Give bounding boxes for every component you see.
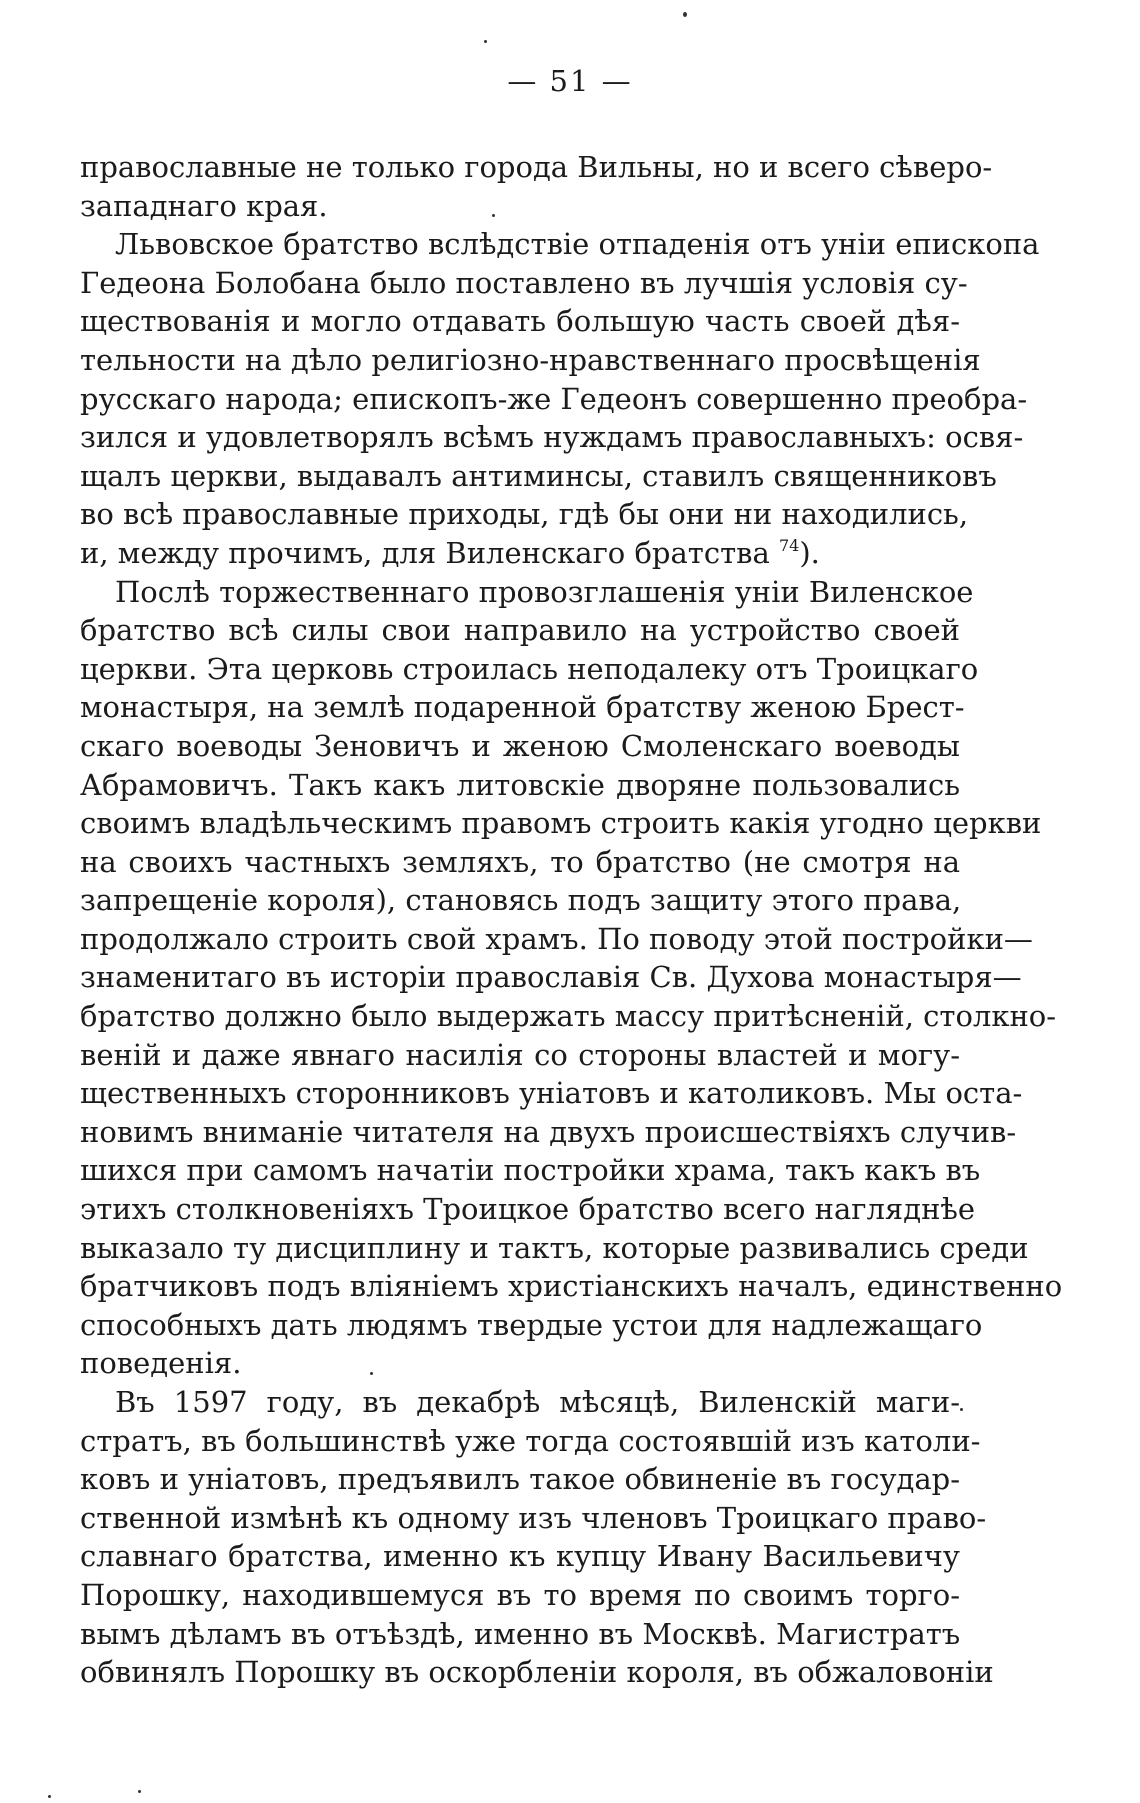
text-line	[80, 881, 960, 920]
text-line	[80, 1074, 1023, 1113]
page-number: — 51 —	[507, 64, 633, 98]
scan-speck	[370, 1372, 373, 1375]
text-line	[80, 148, 993, 187]
text-line	[80, 804, 1042, 843]
text-line-content: выказало ту дисциплину и тактъ, которые развивались среди	[80, 1230, 1029, 1265]
text-line	[80, 611, 960, 650]
text-line-content: церкви. Эта церковь строилась неподалеку отъ Троицкаго	[80, 651, 979, 686]
text-line-content: русскаго народа; епископъ-же Гедеонъ совершенно преобра-	[80, 381, 1028, 416]
text-line	[80, 225, 1040, 264]
text-line-content: стратъ, въ большинствѣ уже тогда состоявшій изъ католи-	[80, 1423, 981, 1458]
text-line-content: своимъ владѣльческимъ правомъ строить какія угодно церкви	[80, 806, 1042, 841]
text-line	[80, 843, 960, 882]
text-line	[80, 1422, 981, 1461]
text-line-content: щалъ церкви, выдавалъ антиминсы, ставилъ священниковъ	[80, 458, 997, 493]
text-line-content: поведенія.	[80, 1346, 242, 1381]
scan-speck	[484, 40, 487, 43]
text-line	[80, 1344, 960, 1383]
text-line	[80, 302, 960, 341]
scan-speck	[960, 1408, 963, 1411]
text-line-content: тельности на дѣло религіозно-нравственнаго просвѣщенія	[80, 342, 981, 377]
text-line	[80, 1229, 1029, 1268]
text-line	[80, 650, 979, 689]
text-line-content: и, между прочимъ, для Виленскаго братства	[80, 535, 779, 570]
text-line	[80, 727, 960, 766]
text-line-content: способныхъ дать людямъ твердые устои для надлежащаго	[80, 1307, 983, 1342]
text-line-content: во всѣ православные приходы, гдѣ бы они ни находились,	[80, 497, 969, 532]
text-line-content: скаго воеводы Зеновичъ и женою Смоленскаго воеводы	[80, 728, 960, 763]
text-line-content: знаменитаго въ исторіи православія Св. Духова монастыря—	[80, 960, 1022, 995]
text-line	[80, 380, 1028, 419]
text-line	[80, 1383, 960, 1422]
text-line	[80, 1113, 1017, 1152]
text-line-content: веній и даже явнаго насилія со стороны властей и могу-	[80, 1037, 960, 1072]
text-line	[80, 573, 974, 612]
text-line	[80, 1615, 960, 1654]
text-line-content: этихъ столкновеніяхъ Троицкое братство всего нагляднѣе	[80, 1192, 976, 1227]
text-line	[80, 1499, 987, 1538]
text-line	[80, 997, 1057, 1036]
text-line	[80, 341, 981, 380]
text-line	[80, 688, 965, 727]
text-line-content: щественныхъ сторонниковъ уніатовъ и католиковъ. Мы оста-	[80, 1076, 1023, 1111]
text-line-content: Въ 1597 году, въ декабрѣ мѣсяцѣ, Виленскій маги-	[115, 1385, 960, 1419]
text-line-content: вымъ дѣламъ въ отъѣздѣ, именно въ Москвѣ. Магистратъ	[80, 1616, 961, 1651]
text-line-content: славнаго братства, именно къ купцу Ивану Васильевичу	[80, 1539, 960, 1574]
text-line	[80, 187, 960, 226]
scan-speck	[48, 1795, 51, 1798]
text-line-content: обвинялъ Порошку въ оскорбленіи короля, въ обжаловоніи	[80, 1655, 994, 1690]
text-line	[80, 1306, 983, 1345]
text-line-content: ковъ и уніатовъ, предъявилъ такое обвиненіе въ государ-	[80, 1462, 961, 1497]
text-line	[80, 920, 1033, 959]
text-line-content: на своихъ частныхъ земляхъ, то братство (не смотря на	[80, 844, 960, 879]
text-line-content: ственной измѣнѣ къ одному изъ членовъ Троицкаго право-	[80, 1500, 987, 1535]
text-line	[80, 1267, 1063, 1306]
text-line-content: Львовское братство вслѣдствіе отпаденія отъ уніи епископа	[115, 227, 1040, 262]
text-line-content: шихся при самомъ начатіи постройки храма, такъ какъ въ	[80, 1153, 981, 1188]
body-text	[80, 148, 1063, 1692]
text-line	[80, 1151, 981, 1190]
text-line	[80, 534, 960, 573]
text-line	[80, 495, 969, 534]
text-line-content: продолжало строить свой храмъ. По поводу этой постройки—	[80, 921, 1033, 956]
text-line	[80, 1653, 994, 1692]
text-line-content: братчиковъ подъ вліяніемъ христіанскихъ началъ, единственно	[80, 1269, 1063, 1304]
text-line	[80, 1460, 960, 1499]
text-line-content: зился и удовлетворялъ всѣмъ нуждамъ православныхъ: освя-	[80, 420, 1024, 455]
text-line-content: монастыря, на землѣ подаренной братству женою Брест-	[80, 690, 965, 725]
text-line	[80, 766, 960, 805]
text-line-content: православные не только города Вильны, но и всего сѣверо-	[80, 150, 993, 184]
footnote-marker: 74	[778, 535, 800, 555]
text-line-content: Порошку, находившемуся въ то время по своимъ торго-	[80, 1577, 960, 1612]
text-line	[80, 264, 968, 303]
text-line-content: новимъ вниманіе читателя на двухъ происшествіяхъ случив-	[80, 1114, 1017, 1149]
text-line-content: Гедеона Болобана было поставлено въ лучшія условія су-	[80, 265, 968, 300]
text-line	[80, 1537, 960, 1576]
text-line-content: братство всѣ силы свои направило на устройство своей	[80, 613, 960, 648]
text-line	[80, 1036, 960, 1075]
text-line	[80, 457, 997, 496]
scan-speck	[492, 214, 495, 217]
text-line	[80, 418, 1024, 457]
text-line-content: западнаго края.	[80, 188, 328, 223]
text-line-content: Абрамовичъ. Такъ какъ литовскіе дворяне пользовались	[80, 767, 960, 802]
text-line	[80, 1190, 976, 1229]
scan-speck	[138, 1790, 141, 1793]
text-line	[80, 958, 1022, 997]
scan-speck	[683, 12, 687, 17]
text-line-content: запрещеніе короля), становясь подъ защиту этого права,	[80, 883, 962, 918]
text-line-content: ществованія и могло отдавать большую часть своей дѣя-	[80, 304, 960, 339]
text-line-content: Послѣ торжественнаго провозглашенія уніи Виленское	[115, 574, 974, 609]
text-line	[80, 1576, 960, 1615]
text-line-tail: ).	[799, 535, 820, 570]
text-line-content: братство должно было выдержать массу притѣсненій, столкно-	[80, 999, 1057, 1034]
